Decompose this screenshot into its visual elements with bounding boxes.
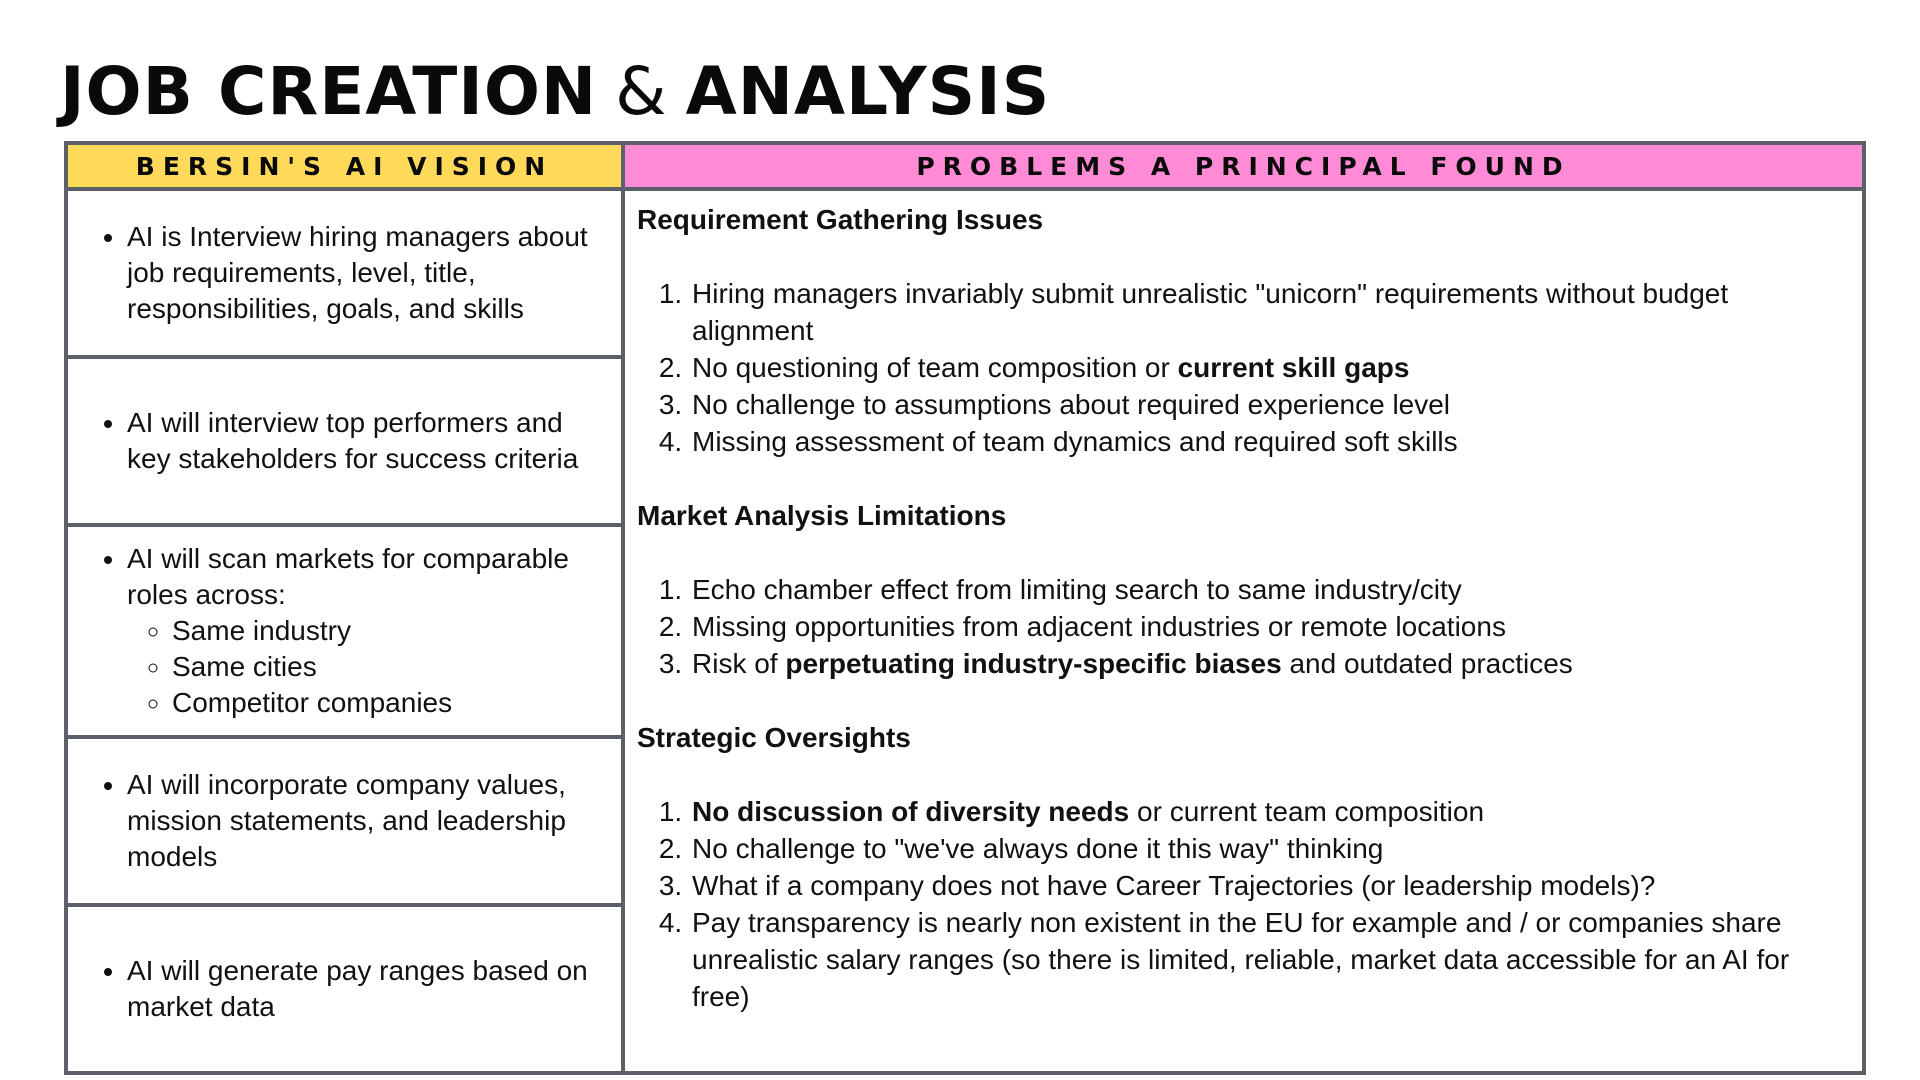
list-item: 4. Missing assessment of team dynamics and required soft skills bbox=[690, 423, 1822, 460]
title-ampersand: & bbox=[615, 53, 668, 130]
strategic-oversights-list bbox=[637, 793, 1822, 1015]
list-item: 1. Hiring managers invariably submit unrealistic "unicorn" requirements without budget alignment bbox=[690, 275, 1822, 349]
problems-column bbox=[625, 191, 1862, 1071]
list-item-text: No questioning of team composition or bbox=[692, 352, 1178, 383]
section-heading-requirements: Requirement Gathering Issues bbox=[637, 204, 1044, 235]
vision-row bbox=[68, 527, 621, 739]
list-item-emphasis: current skill gaps bbox=[1177, 352, 1410, 383]
vision-row bbox=[68, 739, 621, 907]
vision-item: • AI is Interview hiring managers about job requirements, level, title, responsibilities, goals, and skills bbox=[127, 219, 613, 327]
right-column-header: PROBLEMS A PRINCIPAL FOUND bbox=[625, 145, 1862, 191]
section-heading-strategic: Strategic Oversights bbox=[637, 722, 911, 753]
vision-item: • AI will generate pay ranges based on market data bbox=[127, 953, 613, 1025]
comparison-table bbox=[64, 141, 1866, 1075]
vision-list bbox=[68, 953, 613, 1025]
vision-sublist bbox=[127, 613, 613, 721]
vision-list bbox=[68, 219, 613, 327]
list-item bbox=[690, 793, 1822, 830]
vision-item-text: AI will scan markets for comparable roles across: bbox=[127, 543, 569, 610]
page-title bbox=[60, 52, 1050, 132]
list-item-text: Risk of bbox=[692, 648, 786, 679]
vision-column bbox=[68, 191, 625, 1071]
vision-item: • AI will interview top performers and key stakeholders for success criteria bbox=[127, 405, 613, 477]
section-heading-market: Market Analysis Limitations bbox=[637, 500, 1007, 531]
vision-row bbox=[68, 191, 621, 359]
vision-row bbox=[68, 907, 621, 1071]
title-part-1: JOB CREATION bbox=[60, 53, 598, 130]
list-item bbox=[690, 645, 1822, 682]
vision-list bbox=[68, 405, 613, 477]
list-item: 3. No challenge to assumptions about required experience level bbox=[690, 386, 1822, 423]
list-item: 1. Echo chamber effect from limiting search to same industry/city bbox=[690, 571, 1822, 608]
list-item-emphasis: No discussion of diversity needs bbox=[692, 796, 1130, 827]
list-item: 2. No challenge to "we've always done it this way" thinking bbox=[690, 830, 1822, 867]
list-item: 2. Missing opportunities from adjacent industries or remote locations bbox=[690, 608, 1822, 645]
list-item-text: and outdated practices bbox=[1281, 648, 1573, 679]
list-item-text: or current team composition bbox=[1129, 796, 1485, 827]
list-item bbox=[690, 349, 1822, 386]
requirement-issues-list bbox=[637, 275, 1822, 460]
vision-list bbox=[68, 541, 613, 721]
vision-subitem: ◦ Competitor companies bbox=[172, 685, 613, 721]
left-column-header: BERSIN'S AI VISION bbox=[68, 145, 625, 191]
market-limitations-list bbox=[637, 571, 1822, 682]
vision-item: • AI will incorporate company values, mission statements, and leadership models bbox=[127, 767, 613, 875]
list-item-emphasis: perpetuating industry-specific biases bbox=[785, 648, 1282, 679]
vision-subitem: ◦ Same industry bbox=[172, 613, 613, 649]
vision-item bbox=[127, 541, 613, 721]
vision-subitem: ◦ Same cities bbox=[172, 649, 613, 685]
list-item: 4. Pay transparency is nearly non existent in the EU for example and / or companies share unrealistic salary ranges (so there is limited, reliable, market data accessible for an AI for free) bbox=[690, 904, 1822, 1015]
vision-list bbox=[68, 767, 613, 875]
list-item: 3. What if a company does not have Career Trajectories (or leadership models)? bbox=[690, 867, 1822, 904]
title-part-2: ANALYSIS bbox=[685, 53, 1051, 130]
vision-row bbox=[68, 359, 621, 527]
